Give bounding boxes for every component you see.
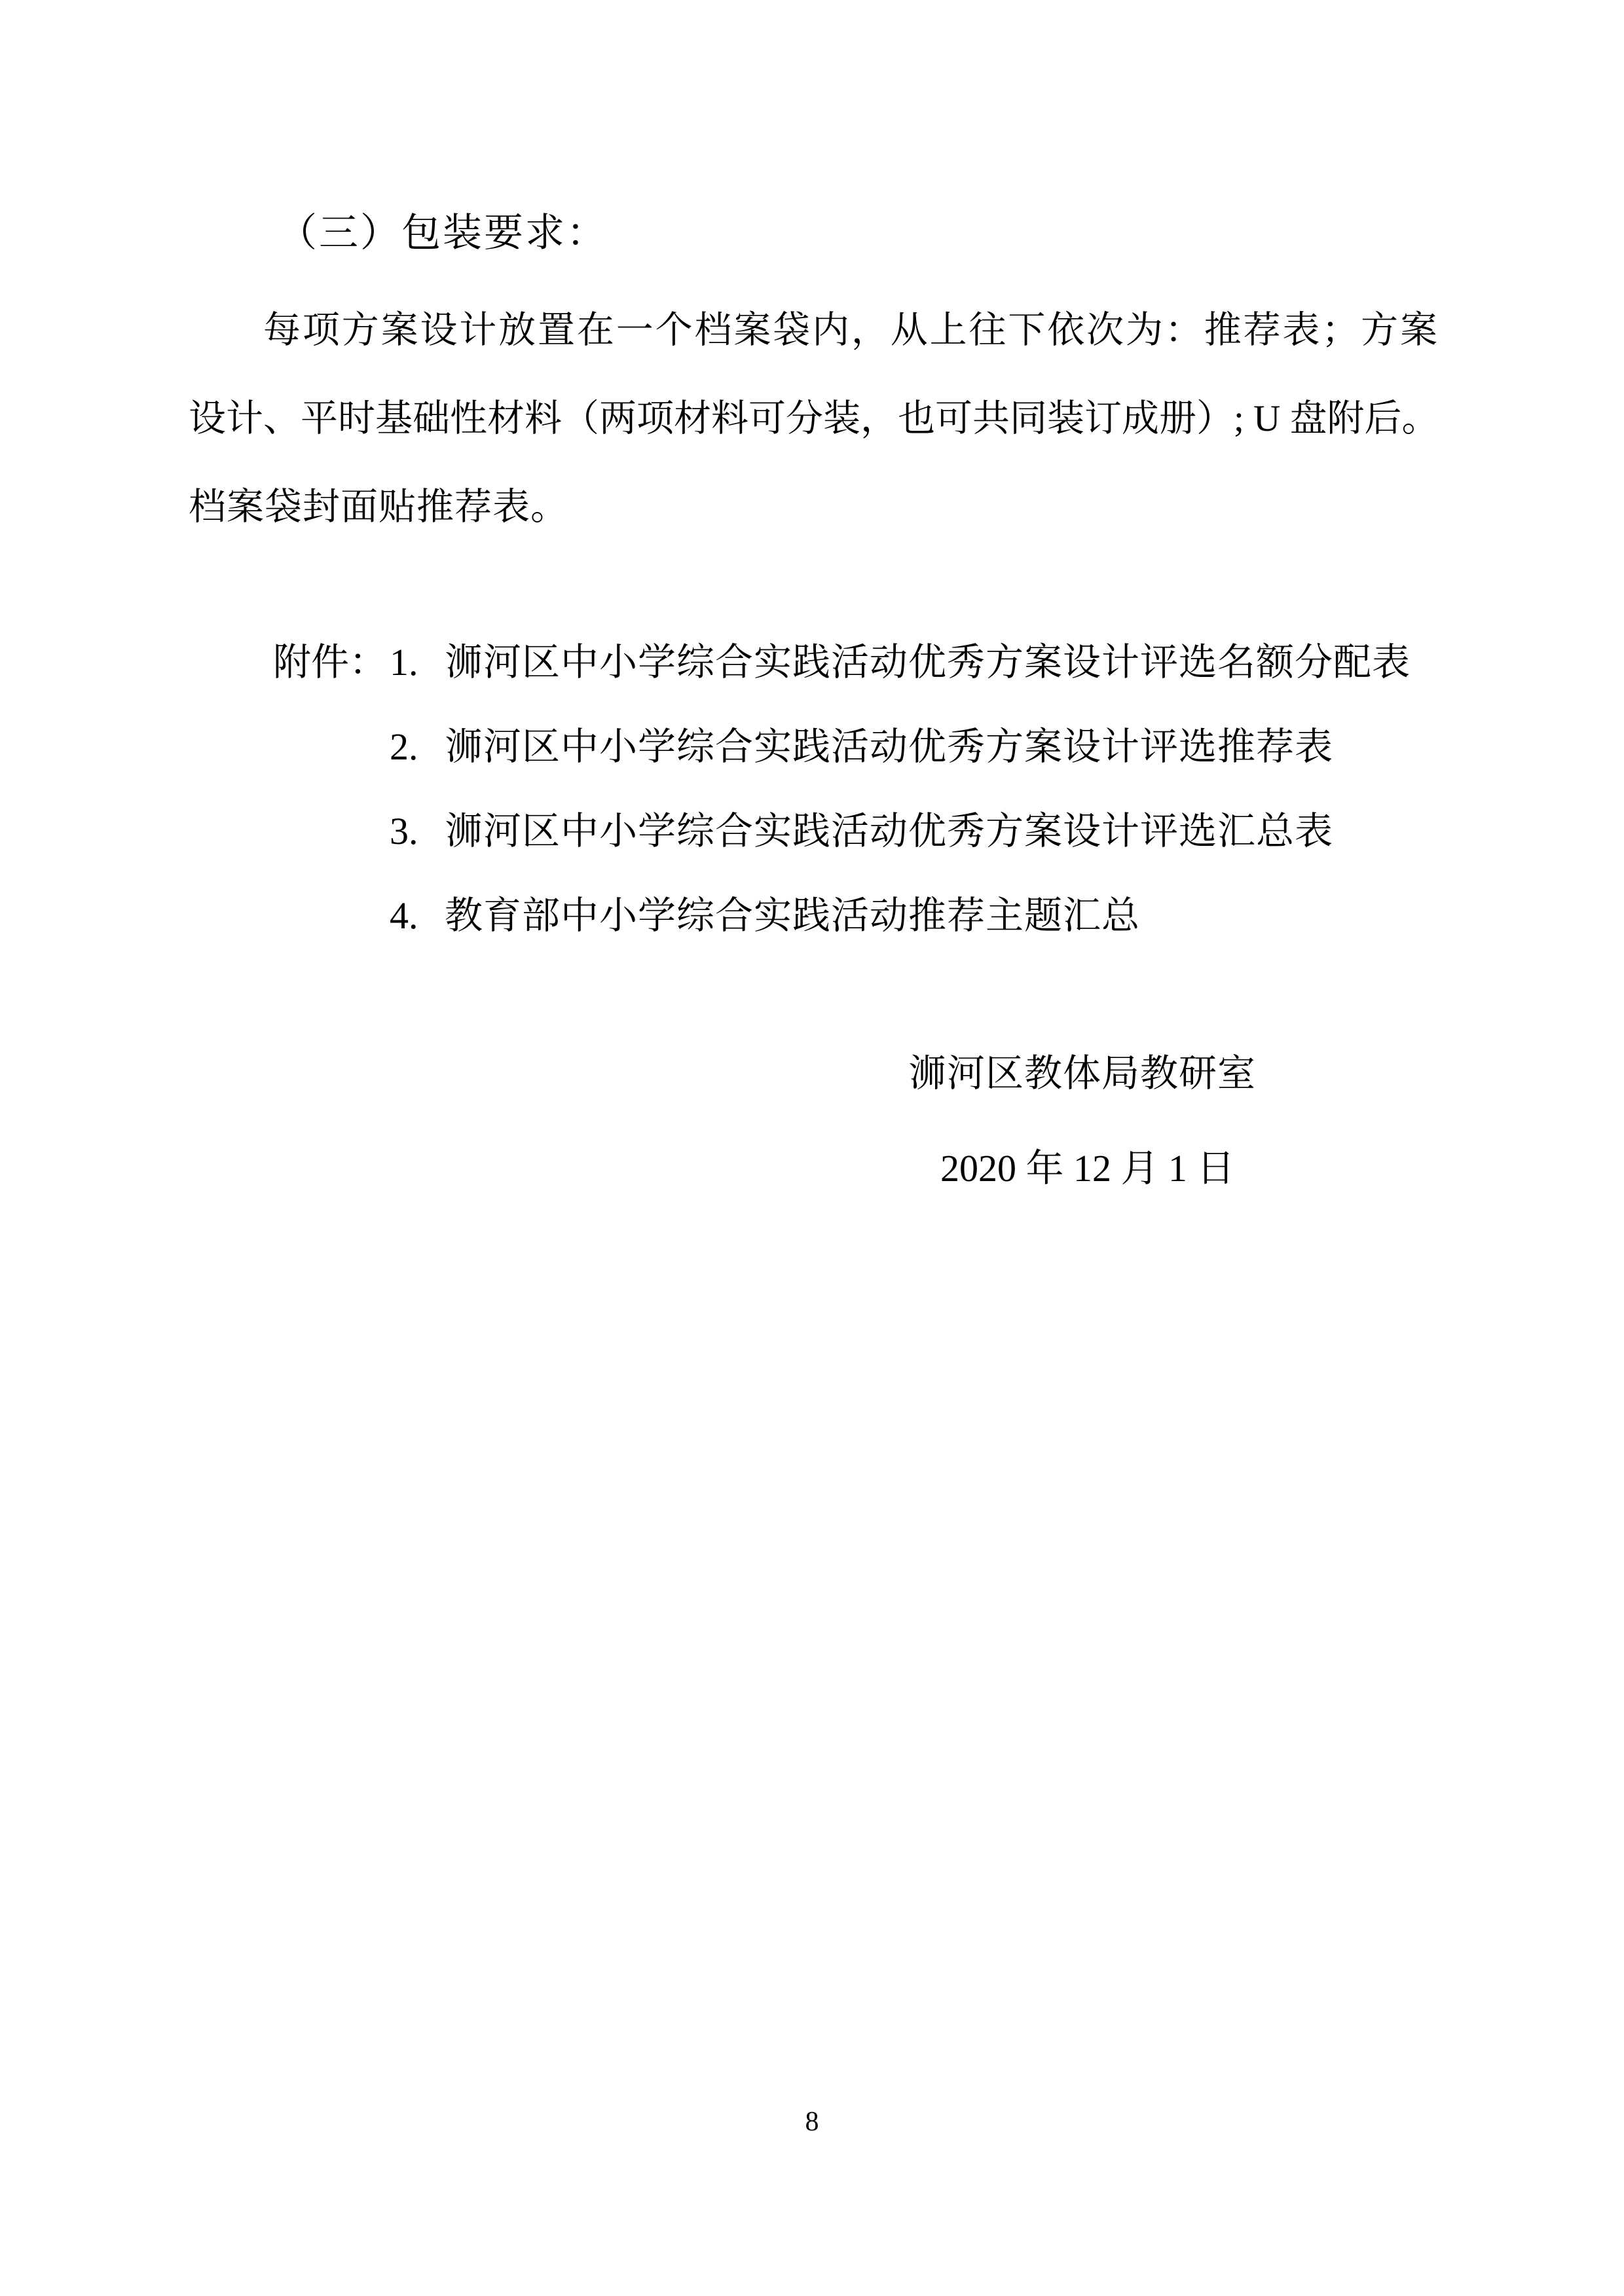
attachment-number: 1. bbox=[390, 641, 418, 683]
paragraph-line: 档案袋封面贴推荐表。 bbox=[189, 486, 568, 528]
attachments-list bbox=[273, 620, 1411, 958]
attachment-item bbox=[273, 620, 1411, 704]
attachment-title: 浉河区中小学综合实践活动优秀方案设计评选名额分配表 bbox=[445, 641, 1411, 683]
page-number: 8 bbox=[805, 2107, 819, 2137]
attachment-title: 浉河区中小学综合实践活动优秀方案设计评选推荐表 bbox=[445, 725, 1334, 768]
body-paragraph bbox=[189, 286, 1437, 551]
signature-organization: 浉河区教体局教研室 bbox=[908, 1052, 1257, 1095]
attachment-title: 教育部中小学综合实践活动推荐主题汇总 bbox=[445, 894, 1141, 937]
paragraph-line: 每项方案设计放置在一个档案袋内，从上往下依次为：推荐表；方案 bbox=[263, 310, 1437, 351]
attachment-item bbox=[273, 789, 1411, 873]
attachment-title: 浉河区中小学综合实践活动优秀方案设计评选汇总表 bbox=[445, 810, 1334, 852]
attachments-label: 附件： bbox=[273, 641, 388, 683]
paragraph-line: 设计、平时基础性材料（两项材料可分装，也可共同装订成册）; U 盘附后。 bbox=[189, 398, 1439, 439]
attachment-number: 4. bbox=[390, 894, 418, 937]
attachment-item bbox=[273, 704, 1411, 789]
attachment-item bbox=[273, 873, 1411, 958]
attachment-number: 2. bbox=[390, 725, 418, 768]
signature-date: 2020 年 12 月 1 日 bbox=[940, 1147, 1235, 1190]
section-heading: （三）包装要求： bbox=[278, 211, 608, 255]
attachment-number: 3. bbox=[390, 810, 418, 852]
